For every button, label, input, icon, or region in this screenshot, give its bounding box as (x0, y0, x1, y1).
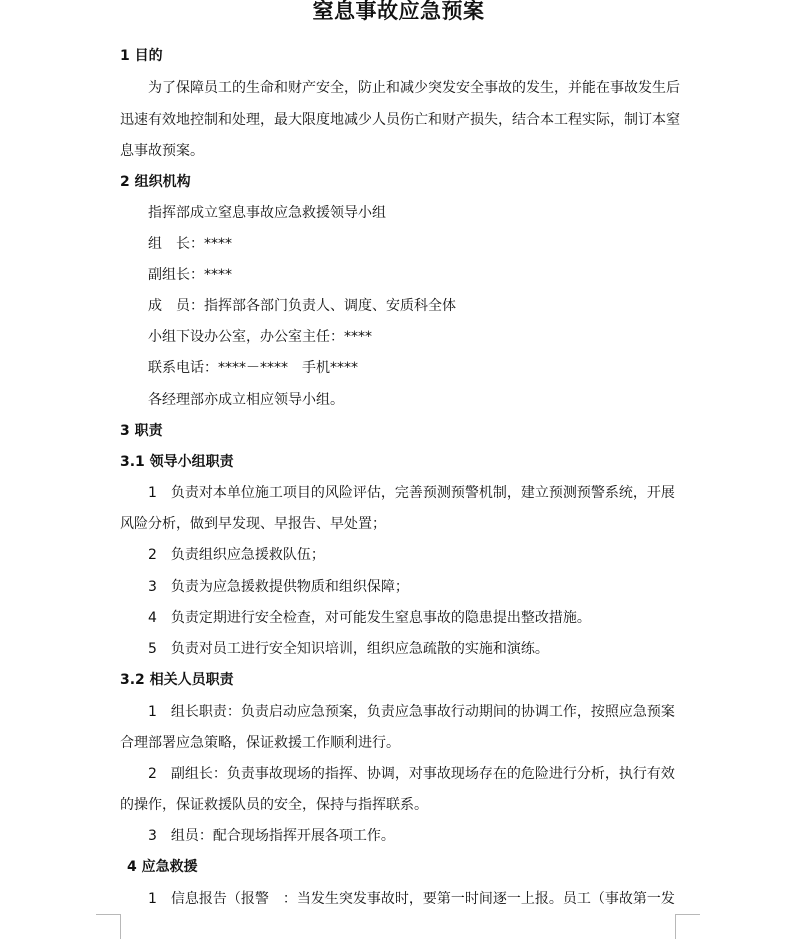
paragraph-line: 1 信息报告（报警 ：当发生突发事故时，要第一时间逐一上报。员工（事故第一发 (148, 891, 675, 907)
paragraph-line: 迅速有效地控制和处理，最大限度地减少人员伤亡和财产损失，结合本工程实际，制订本窒 (120, 112, 680, 128)
paragraph-line: 为了保障员工的生命和财产安全，防止和减少突发安全事故的发生，并能在事故发生后 (148, 80, 680, 96)
paragraph-line: 各经理部亦成立相应领导小组。 (148, 392, 344, 408)
paragraph-line: 息事故预案。 (120, 143, 204, 159)
paragraph-line: 4 负责定期进行安全检查，对可能发生窒息事故的隐患提出整改措施。 (148, 610, 591, 626)
heading-leadership-duties: 3.1 领导小组职责 (120, 454, 234, 470)
paragraph-line: 合理部署应急策略，保证救援工作顺利进行。 (120, 735, 400, 751)
heading-personnel-duties: 3.2 相关人员职责 (120, 672, 234, 688)
paragraph-line: 指挥部成立窒息事故应急救援领导小组 (148, 205, 386, 221)
heading-emergency-rescue: 4 应急救援 (127, 859, 198, 875)
paragraph-line: 1 负责对本单位施工项目的风险评估，完善预测预警机制，建立预测预警系统，开展 (148, 485, 675, 501)
paragraph-line: 5 负责对员工进行安全知识培训，组织应急疏散的实施和演练。 (148, 641, 549, 657)
heading-purpose: 1 目的 (120, 48, 163, 64)
paragraph-line: 3 组员：配合现场指挥开展各项工作。 (148, 828, 395, 844)
paragraph-line: 风险分析，做到早发现、早报告、早处置； (120, 516, 386, 532)
paragraph-line: 2 副组长：负责事故现场的指挥、协调，对事故现场存在的危险进行分析，执行有效 (148, 766, 675, 782)
document-title: 窒息事故应急预案 (312, 0, 485, 23)
heading-duties: 3 职责 (120, 423, 163, 439)
paragraph-line: 3 负责为应急援救提供物质和组织保障； (148, 579, 409, 595)
paragraph-line: 2 负责组织应急援救队伍； (148, 547, 325, 563)
page-corner-mark-left (96, 914, 121, 939)
paragraph-line: 小组下设办公室，办公室主任：**** (148, 329, 372, 345)
page-corner-mark-right (675, 914, 700, 939)
paragraph-line: 副组长：**** (148, 267, 232, 283)
paragraph-line: 联系电话：****－**** 手机**** (148, 360, 358, 376)
heading-organization: 2 组织机构 (120, 174, 191, 190)
paragraph-line: 成 员：指挥部各部门负责人、调度、安质科全体 (148, 298, 456, 314)
paragraph-line: 的操作，保证救援队员的安全，保持与指挥联系。 (120, 797, 428, 813)
paragraph-line: 1 组长职责：负责启动应急预案，负责应急事故行动期间的协调工作，按照应急预案 (148, 704, 675, 720)
paragraph-line: 组 长：**** (148, 236, 232, 252)
